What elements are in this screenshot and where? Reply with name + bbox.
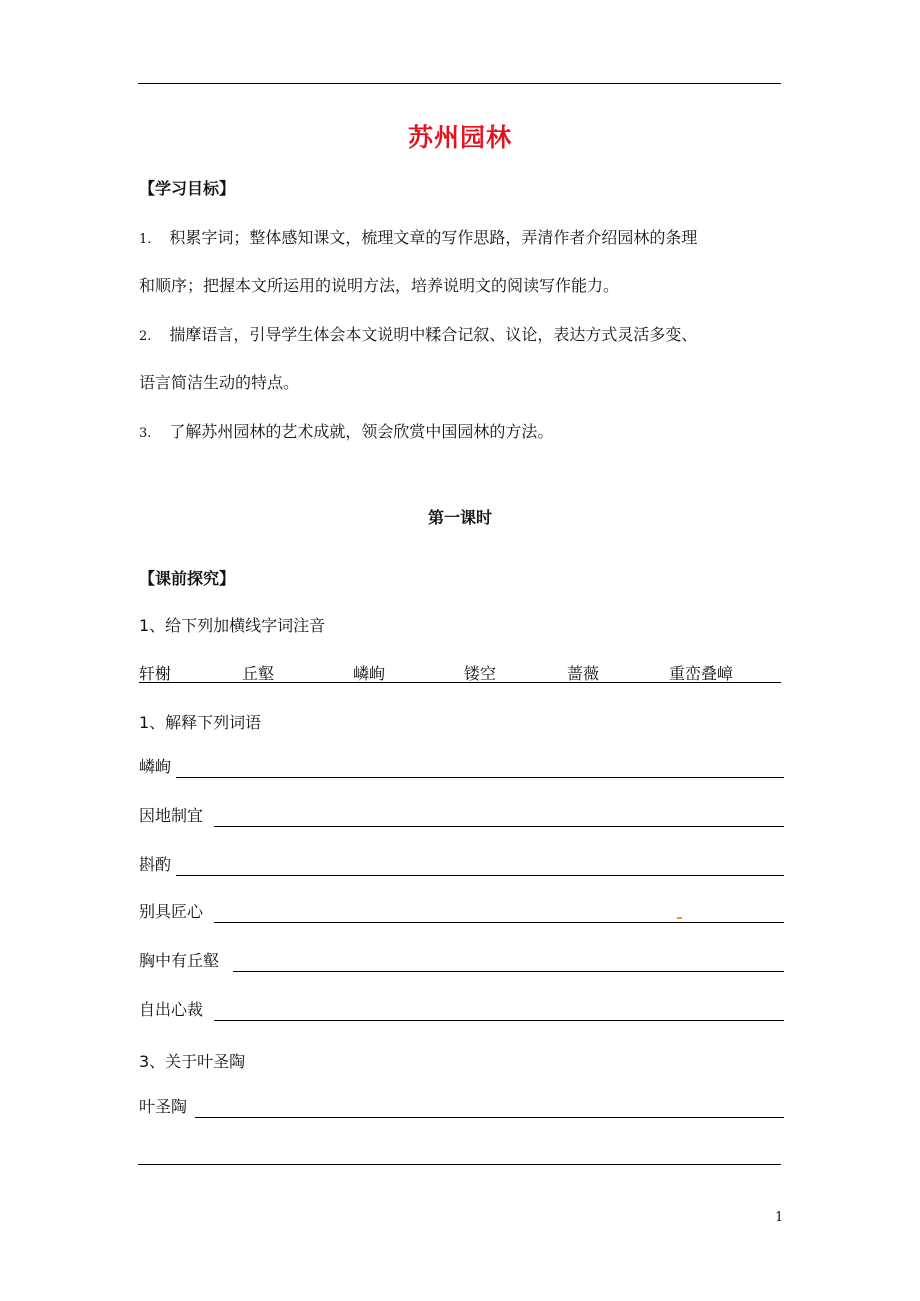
term-label: 自出心裁: [139, 1000, 204, 1019]
term-answer-row: [139, 948, 784, 972]
author-answer-row: [139, 1094, 784, 1118]
term-label: 嶙峋: [139, 757, 172, 776]
objective-text: 揣摩语言，引导学生体会本文说明中糅合记叙、议论，表达方式灵活多变、: [169, 325, 698, 344]
answer-line-extra[interactable]: [138, 1164, 781, 1165]
question-2: 1、解释下列词语: [139, 713, 262, 732]
term-label: 胸中有丘壑: [139, 951, 220, 970]
term-answer-row: [139, 899, 784, 923]
objective-number: 1.: [139, 232, 152, 247]
answer-line[interactable]: [233, 971, 784, 972]
author-label: 叶圣陶: [139, 1097, 188, 1116]
preview-heading: 【课前探究】: [139, 569, 236, 588]
pinyin-word: 镂空: [464, 664, 497, 683]
term-answer-row: [139, 852, 784, 876]
objective-number: 3.: [139, 426, 152, 441]
objective-number: 2.: [139, 329, 152, 344]
objective-2-line-2: 语言简洁生动的特点。: [139, 373, 300, 392]
objective-text: 了解苏州园林的艺术成就，领会欣赏中国园林的方法。: [169, 422, 554, 441]
page-number: 1: [775, 1210, 784, 1225]
term-answer-row: [139, 754, 784, 778]
document-title: 苏州园林: [407, 123, 512, 152]
answer-line[interactable]: [214, 922, 784, 923]
pinyin-word: 蔷薇: [567, 664, 600, 683]
pinyin-word: 轩榭: [139, 664, 172, 683]
pinyin-word: 嶙峋: [353, 664, 386, 683]
answer-line[interactable]: [176, 875, 784, 876]
objective-2-line-1: [139, 322, 697, 345]
lesson-heading: 第一课时: [427, 508, 492, 527]
term-answer-row: [139, 803, 784, 827]
pinyin-word: 重峦叠嶂: [669, 664, 734, 683]
answer-line[interactable]: [214, 1020, 784, 1021]
stray-mark: [677, 917, 682, 919]
objective-1-line-1: [139, 225, 697, 248]
answer-line[interactable]: [195, 1117, 784, 1118]
question-1: 1、给下列加横线字词注音: [139, 616, 326, 635]
objectives-heading: 【学习目标】: [139, 179, 236, 198]
header-rule: [138, 83, 781, 84]
term-answer-row: [139, 997, 784, 1021]
pinyin-word: 丘壑: [242, 664, 275, 683]
objective-1-line-2: 和顺序；把握本文所运用的说明方法，培养说明文的阅读写作能力。: [139, 276, 620, 295]
pinyin-answer-row[interactable]: [139, 660, 781, 683]
term-label: 斟酌: [139, 855, 172, 874]
term-label: 别具匠心: [139, 902, 204, 921]
answer-line[interactable]: [176, 777, 784, 778]
question-3: 3、关于叶圣陶: [139, 1052, 246, 1071]
objective-text: 积累字词；整体感知课文，梳理文章的写作思路，弄清作者介绍园林的条理: [169, 228, 698, 247]
objective-3-line-1: [139, 419, 553, 442]
answer-line[interactable]: [214, 826, 784, 827]
term-label: 因地制宜: [139, 806, 204, 825]
